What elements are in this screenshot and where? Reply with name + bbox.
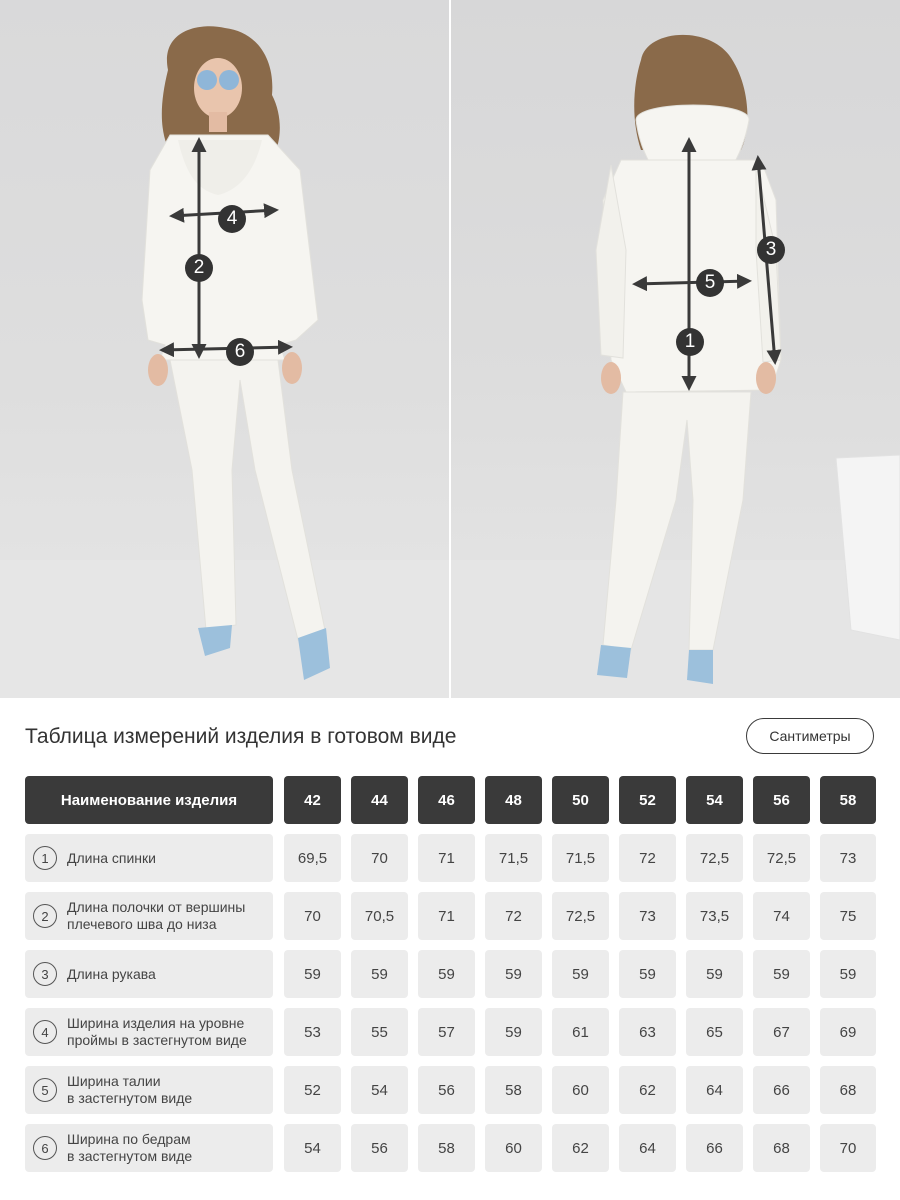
value-cell-size-56: 67	[753, 1008, 810, 1056]
measure-marker-6: 6	[226, 338, 254, 366]
value-cell-size-46: 71	[418, 834, 475, 882]
table-row	[25, 1066, 876, 1114]
value-cell-size-42: 53	[284, 1008, 341, 1056]
value-cell-size-52: 73	[619, 892, 676, 940]
row-label: Ширина изделия на уровне проймы в застегнутом виде	[67, 1015, 247, 1048]
row-label-cell	[25, 892, 273, 940]
value-cell-size-50: 71,5	[552, 834, 609, 882]
value-cell-size-48: 58	[485, 1066, 542, 1114]
table-title: Таблица измерений изделия в готовом виде	[25, 725, 457, 748]
value-cell-size-44: 70	[351, 834, 408, 882]
value-cell-size-52: 72	[619, 834, 676, 882]
value-cell-size-44: 59	[351, 950, 408, 998]
value-cell-size-50: 59	[552, 950, 609, 998]
header-size-54: 54	[686, 776, 743, 824]
measure-marker-2: 2	[185, 254, 213, 282]
table-row	[25, 1124, 876, 1172]
value-cell-size-54: 59	[686, 950, 743, 998]
value-cell-size-56: 59	[753, 950, 810, 998]
value-cell-size-50: 72,5	[552, 892, 609, 940]
value-cell-size-56: 68	[753, 1124, 810, 1172]
value-cell-size-58: 73	[820, 834, 876, 882]
row-number-badge: 6	[33, 1136, 57, 1160]
value-cell-size-46: 57	[418, 1008, 475, 1056]
measure-marker-5: 5	[696, 269, 724, 297]
value-cell-size-54: 64	[686, 1066, 743, 1114]
value-cell-size-58: 75	[820, 892, 876, 940]
header-size-50: 50	[552, 776, 609, 824]
row-number-badge: 5	[33, 1078, 57, 1102]
units-toggle-button[interactable]: Сантиметры	[746, 718, 874, 754]
value-cell-size-58: 70	[820, 1124, 876, 1172]
value-cell-size-48: 59	[485, 1008, 542, 1056]
value-cell-size-54: 66	[686, 1124, 743, 1172]
row-label-cell	[25, 1008, 273, 1056]
front-view-photo	[0, 0, 449, 698]
row-label-cell	[25, 1124, 273, 1172]
value-cell-size-50: 60	[552, 1066, 609, 1114]
front-view-illustration	[0, 0, 449, 698]
row-label: Длина полочки от вершины плечевого шва до низа	[67, 899, 246, 932]
measure-marker-4: 4	[218, 205, 246, 233]
value-cell-size-56: 66	[753, 1066, 810, 1114]
header-name-cell: Наименование изделия	[25, 776, 273, 824]
table-header-row	[25, 776, 876, 824]
value-cell-size-44: 70,5	[351, 892, 408, 940]
value-cell-size-46: 56	[418, 1066, 475, 1114]
value-cell-size-52: 59	[619, 950, 676, 998]
value-cell-size-48: 59	[485, 950, 542, 998]
header-size-46: 46	[418, 776, 475, 824]
value-cell-size-44: 55	[351, 1008, 408, 1056]
value-cell-size-52: 62	[619, 1066, 676, 1114]
row-label: Длина спинки	[67, 849, 156, 866]
back-view-photo	[451, 0, 900, 698]
row-number-badge: 1	[33, 846, 57, 870]
row-label-cell	[25, 950, 273, 998]
row-label-cell	[25, 1066, 273, 1114]
table-row	[25, 892, 876, 940]
value-cell-size-58: 69	[820, 1008, 876, 1056]
row-number-badge: 4	[33, 1020, 57, 1044]
row-label: Длина рукава	[67, 965, 156, 982]
value-cell-size-54: 73,5	[686, 892, 743, 940]
value-cell-size-52: 64	[619, 1124, 676, 1172]
table-row	[25, 834, 876, 882]
value-cell-size-50: 62	[552, 1124, 609, 1172]
value-cell-size-56: 72,5	[753, 834, 810, 882]
header-size-42: 42	[284, 776, 341, 824]
value-cell-size-56: 74	[753, 892, 810, 940]
table-row	[25, 950, 876, 998]
value-cell-size-48: 72	[485, 892, 542, 940]
header-size-52: 52	[619, 776, 676, 824]
value-cell-size-42: 54	[284, 1124, 341, 1172]
value-cell-size-58: 59	[820, 950, 876, 998]
row-label: Ширина талии в застегнутом виде	[67, 1073, 193, 1106]
header-size-48: 48	[485, 776, 542, 824]
value-cell-size-58: 68	[820, 1066, 876, 1114]
value-cell-size-50: 61	[552, 1008, 609, 1056]
measure-marker-3: 3	[757, 236, 785, 264]
table-row	[25, 1008, 876, 1056]
value-cell-size-48: 71,5	[485, 834, 542, 882]
value-cell-size-48: 60	[485, 1124, 542, 1172]
row-label-cell	[25, 834, 273, 882]
value-cell-size-42: 52	[284, 1066, 341, 1114]
header-size-58: 58	[820, 776, 876, 824]
row-number-badge: 2	[33, 904, 57, 928]
row-label: Ширина по бедрам в застегнутом виде	[67, 1131, 193, 1164]
value-cell-size-42: 70	[284, 892, 341, 940]
value-cell-size-46: 71	[418, 892, 475, 940]
header-size-44: 44	[351, 776, 408, 824]
value-cell-size-52: 63	[619, 1008, 676, 1056]
value-cell-size-44: 56	[351, 1124, 408, 1172]
value-cell-size-46: 59	[418, 950, 475, 998]
value-cell-size-54: 65	[686, 1008, 743, 1056]
value-cell-size-54: 72,5	[686, 834, 743, 882]
value-cell-size-42: 59	[284, 950, 341, 998]
header-size-56: 56	[753, 776, 810, 824]
measure-marker-1: 1	[676, 328, 704, 356]
back-view-illustration	[451, 0, 900, 698]
value-cell-size-44: 54	[351, 1066, 408, 1114]
row-number-badge: 3	[33, 962, 57, 986]
value-cell-size-42: 69,5	[284, 834, 341, 882]
value-cell-size-46: 58	[418, 1124, 475, 1172]
